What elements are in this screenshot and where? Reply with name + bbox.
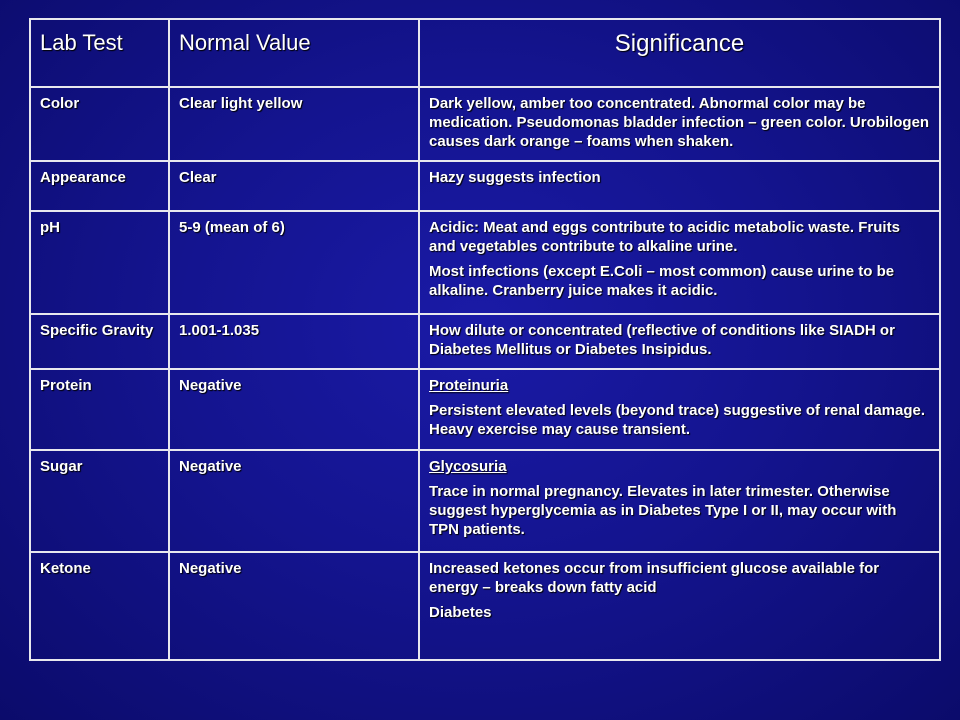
cell-normal: Clear light yellow [169,87,419,161]
significance-text: Trace in normal pregnancy. Elevates in later trimester. Otherwise suggest hyperglycemia as in Diabetes Type I or II, may occur with TPN patients. [429,483,897,538]
table-row-protein [30,369,940,450]
lab-test-table [29,18,941,661]
cell-test: Protein [30,369,169,450]
table-row-sugar [30,450,940,552]
cell-normal: 1.001-1.035 [169,314,419,369]
cell-test: Sugar [30,450,169,552]
cell-test: Appearance [30,161,169,211]
significance-text: Most infections (except E.Coli – most common) cause urine to be alkaline. Cranberry juice makes it acidic. [429,263,895,299]
significance-text: How dilute or concentrated (reflective of conditions like SIADH or Diabetes Mellitus or Diabetes Insipidus. [429,322,895,358]
cell-test: Ketone [30,552,169,660]
significance-text: Dark yellow, amber too concentrated. Abnormal color may be medication. Pseudomonas bladder infection – green color. Urobilogen causes dark orange – foams when shaken. [429,95,930,150]
table-row-appearance [30,161,940,211]
table-row-ketone [30,552,940,660]
cell-significance [419,211,940,314]
header-lab-test: Lab Test [30,19,169,87]
cell-normal: Clear [169,161,419,211]
significance-subheading: Proteinuria [429,377,509,394]
cell-significance [419,161,940,211]
table-row-ph [30,211,940,314]
significance-text: Diabetes [429,604,492,621]
cell-significance [419,314,940,369]
cell-normal: 5-9 (mean of 6) [169,211,419,314]
significance-text: Hazy suggests infection [429,169,601,186]
significance-text: Persistent elevated levels (beyond trace) suggestive of renal damage. Heavy exercise may cause transient. [429,402,926,438]
cell-normal: Negative [169,552,419,660]
header-normal-value: Normal Value [169,19,419,87]
cell-significance [419,87,940,161]
cell-test: Specific Gravity [30,314,169,369]
cell-significance [419,450,940,552]
cell-test: pH [30,211,169,314]
table-row-color [30,87,940,161]
cell-normal: Negative [169,369,419,450]
cell-normal: Negative [169,450,419,552]
significance-text: Increased ketones occur from insufficient glucose available for energy – breaks down fatty acid [429,560,880,596]
cell-test: Color [30,87,169,161]
table-row-specific-gravity [30,314,940,369]
header-row [30,19,940,87]
cell-significance [419,369,940,450]
cell-significance [419,552,940,660]
significance-text: Acidic: Meat and eggs contribute to acidic metabolic waste. Fruits and vegetables contribute to alkaline urine. [429,219,900,255]
significance-subheading: Glycosuria [429,458,507,475]
header-significance: Significance [419,19,940,87]
